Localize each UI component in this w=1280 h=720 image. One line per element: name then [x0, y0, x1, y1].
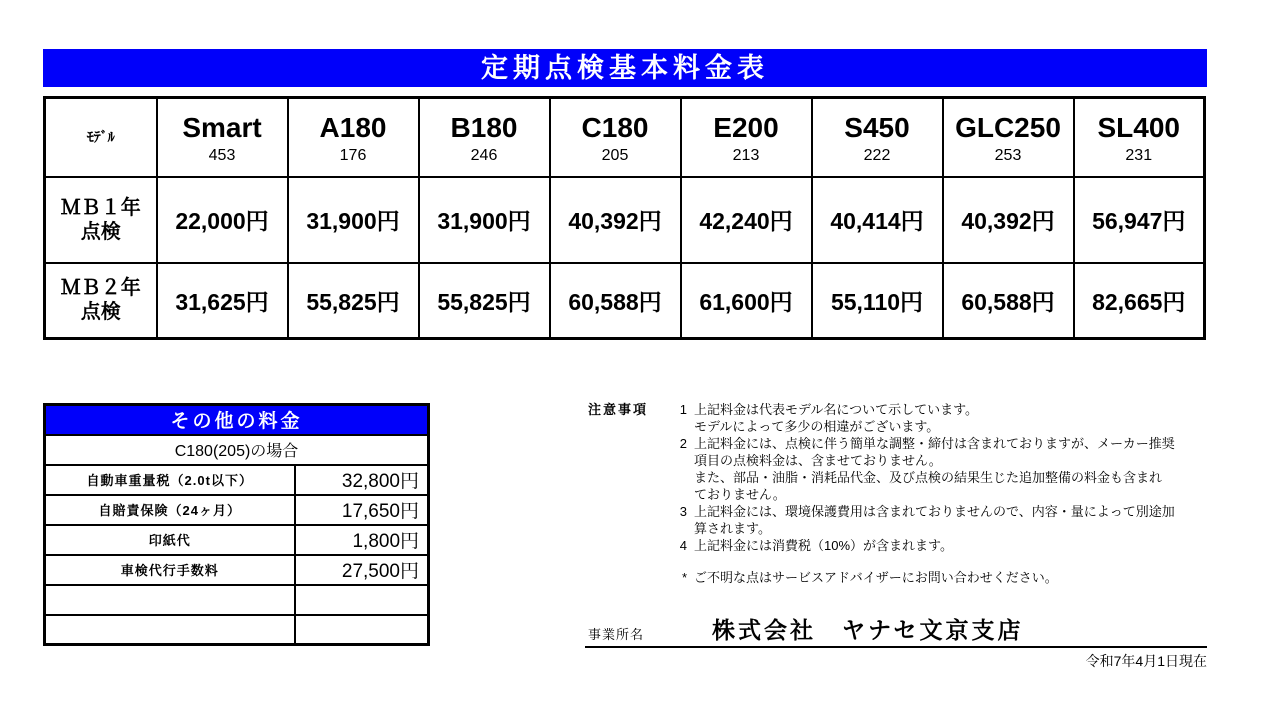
fee-value: [295, 585, 429, 615]
price-cell: 42,240円: [681, 177, 812, 263]
note-footnote: [677, 569, 1234, 586]
note-number: 4: [679, 538, 687, 553]
fee-label: [45, 615, 295, 645]
office-name: 株式会社 ヤナセ文京支店: [712, 617, 1024, 643]
model-code: 453: [208, 147, 236, 165]
note-text: [694, 401, 1234, 435]
footnote-text: ご不明な点はサービスアドバイザーにお問い合わせください。: [694, 570, 1058, 585]
fee-row-empty: [45, 585, 429, 615]
note-line: 算されます。: [694, 521, 771, 536]
mb1-row-label: [45, 177, 157, 263]
note-line: 上記料金には、点検に伴う簡単な調整・締付は含まれておりますが、メーカー推奨: [694, 436, 1175, 451]
note-item-2: [677, 435, 1234, 503]
other-fees-title: その他の料金: [45, 405, 429, 435]
fee-value: 27,500円: [295, 555, 429, 585]
price-cell: 60,588円: [550, 263, 681, 339]
note-line: 項目の点検料金は、含ませておりません。: [694, 453, 942, 468]
price-cell: 56,947円: [1074, 177, 1205, 263]
model-code: 176: [339, 147, 367, 165]
model-header-b180: [419, 98, 550, 177]
mb2-row-label: [45, 263, 157, 339]
price-cell: 55,825円: [288, 263, 419, 339]
price-cell: 31,900円: [288, 177, 419, 263]
model-header-c180: [550, 98, 681, 177]
fee-label: 車検代行手数料: [45, 555, 295, 585]
model-header-row: [45, 98, 1205, 177]
notes-section: [588, 401, 1208, 586]
fee-row-liability-insurance: [45, 495, 429, 525]
fee-value: [295, 615, 429, 645]
price-cell: 40,392円: [550, 177, 681, 263]
price-cell: 60,588円: [943, 263, 1074, 339]
price-cell: 31,625円: [157, 263, 288, 339]
page-title: 定期点検基本料金表: [43, 49, 1207, 87]
note-number: 2: [679, 436, 687, 451]
model-header-label: ﾓﾃﾞﾙ: [45, 98, 157, 177]
other-fees-header-row: [45, 405, 429, 435]
note-line: 上記料金には、環境保護費用は含まれておりませんので、内容・量によって別途加: [694, 504, 1175, 519]
model-name: B180: [450, 112, 518, 144]
note-text: [694, 537, 1234, 554]
price-cell: 40,392円: [943, 177, 1074, 263]
model-header-sl400: [1074, 98, 1205, 177]
notes-body: [677, 401, 1234, 586]
office-label: 事業所名: [588, 627, 645, 642]
model-code: 222: [863, 147, 891, 165]
model-code: 246: [470, 147, 498, 165]
note-number: 1: [679, 402, 687, 417]
fee-value: 17,650円: [295, 495, 429, 525]
other-fees-subtitle-row: [45, 435, 429, 465]
model-code: 213: [732, 147, 760, 165]
model-name: SL400: [1097, 112, 1180, 144]
office-section: [588, 612, 1208, 646]
model-name: GLC250: [955, 112, 1061, 144]
price-cell: 22,000円: [157, 177, 288, 263]
inspection-price-table: [43, 96, 1206, 340]
note-number: 3: [679, 504, 687, 519]
model-code: 231: [1125, 147, 1153, 165]
notes-heading: 注意事項: [588, 402, 649, 417]
fee-label: [45, 585, 295, 615]
note-text: [694, 503, 1234, 537]
row-label-line1: ＭＢ２年: [60, 277, 141, 300]
effective-date: 令和7年4月1日現在: [1085, 653, 1207, 669]
mb2-inspection-row: [45, 263, 1205, 339]
note-item-3: [677, 503, 1234, 537]
note-text: [694, 435, 1234, 503]
fee-label: 印紙代: [45, 525, 295, 555]
model-header-s450: [812, 98, 943, 177]
price-cell: 40,414円: [812, 177, 943, 263]
model-header-glc250: [943, 98, 1074, 177]
model-name: C180: [581, 112, 649, 144]
note-item-4: [677, 537, 1234, 554]
row-label-line2: 点検: [80, 301, 121, 324]
price-cell: 55,110円: [812, 263, 943, 339]
fee-row-empty: [45, 615, 429, 645]
fee-row-agency-fee: [45, 555, 429, 585]
note-line: ておりません。: [694, 487, 786, 502]
model-name: A180: [319, 112, 387, 144]
model-header-smart: [157, 98, 288, 177]
model-name: S450: [844, 112, 910, 144]
fee-row-stamp-duty: [45, 525, 429, 555]
model-name: E200: [713, 112, 779, 144]
row-label-line1: ＭＢ１年: [60, 196, 141, 219]
note-item-1: [677, 401, 1234, 435]
price-cell: 82,665円: [1074, 263, 1205, 339]
model-header-e200: [681, 98, 812, 177]
note-line: また、部品・油脂・消耗品代金、及び点検の結果生じた追加整備の料金も含まれ: [694, 470, 1163, 485]
note-line: 上記料金は代表モデル名について示しています。: [694, 402, 979, 417]
price-cell: 61,600円: [681, 263, 812, 339]
note-line: モデルによって多少の相違がございます。: [694, 419, 940, 434]
fee-label: 自賠責保険（24ヶ月）: [45, 495, 295, 525]
model-name: Smart: [182, 112, 262, 144]
other-fees-table: [43, 403, 430, 646]
note-line: 上記料金には消費税（10%）が含まれます。: [694, 538, 953, 553]
fee-value: 1,800円: [295, 525, 429, 555]
model-code: 253: [994, 147, 1022, 165]
row-label-line2: 点検: [80, 220, 121, 243]
footnote-marker: *: [681, 570, 687, 585]
model-code: 205: [601, 147, 629, 165]
price-cell: 31,900円: [419, 177, 550, 263]
fee-label: 自動車重量税（2.0t以下）: [45, 465, 295, 495]
fee-value: 32,800円: [295, 465, 429, 495]
fee-row-weight-tax: [45, 465, 429, 495]
mb1-inspection-row: [45, 177, 1205, 263]
other-fees-subtitle: C180(205)の場合: [45, 435, 429, 465]
price-cell: 55,825円: [419, 263, 550, 339]
model-header-a180: [288, 98, 419, 177]
signature-underline: [585, 646, 1207, 648]
